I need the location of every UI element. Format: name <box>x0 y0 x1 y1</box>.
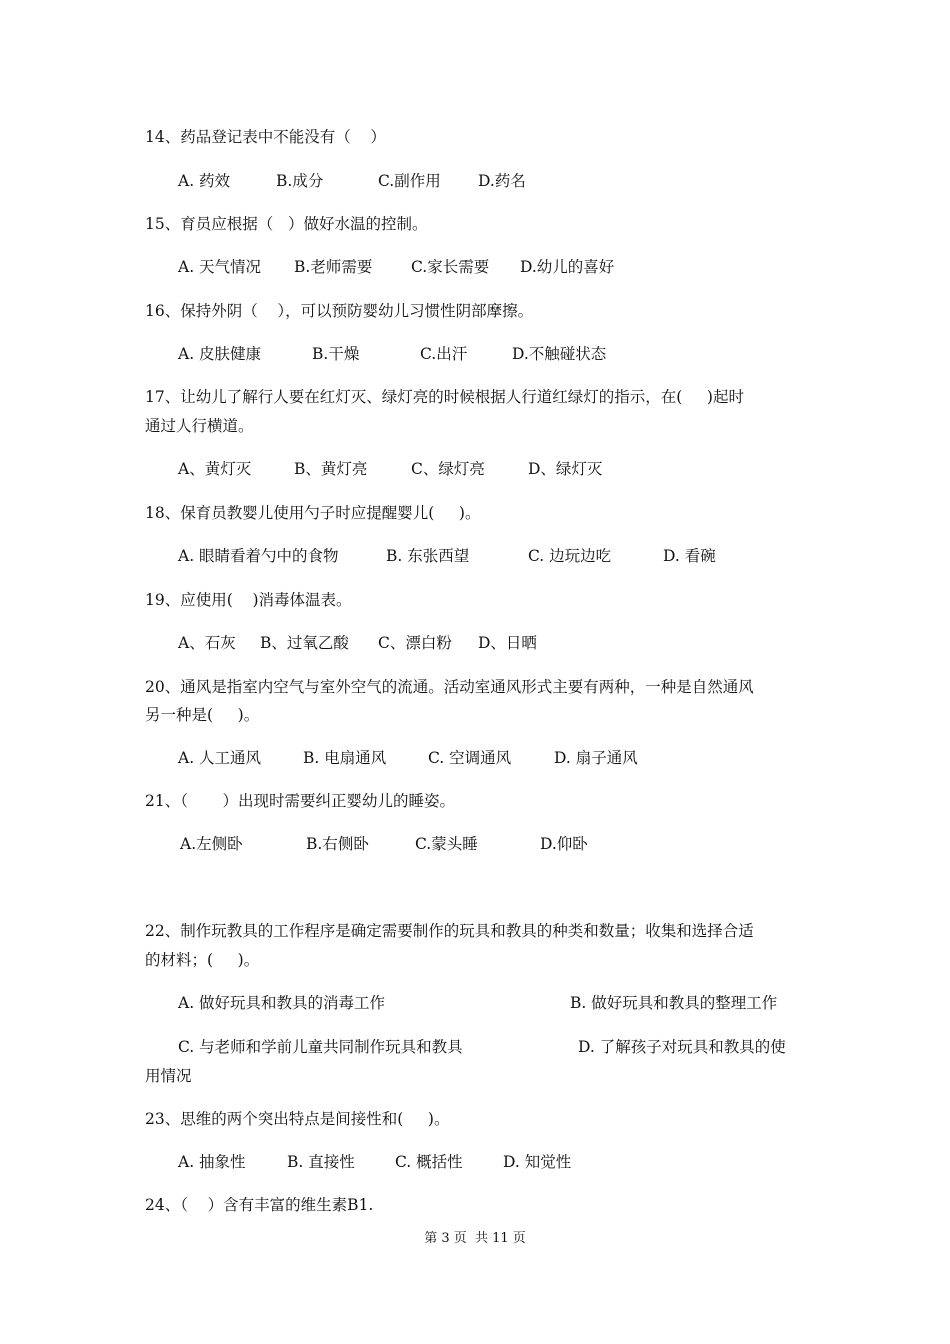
option-22-b: B. 做好玩具和教具的整理工作 <box>570 994 778 1012</box>
option-22-d-continuation: 用情况 <box>145 1067 192 1085</box>
option-14-a: A. 药效 <box>178 172 231 190</box>
option-23-a: A. 抽象性 <box>178 1153 246 1171</box>
option-22-c: C. 与老师和学前儿童共同制作玩具和教具 <box>178 1038 463 1056</box>
option-18-d: D. 看碗 <box>663 547 716 565</box>
option-17-b: B、黄灯亮 <box>294 460 368 478</box>
option-16-c: C.出汗 <box>420 345 468 363</box>
question-15: 15、育员应根据（ ）做好水温的控制。 <box>145 215 428 233</box>
option-21-a: A.左侧卧 <box>180 835 243 853</box>
option-16-d: D.不触碰状态 <box>512 345 607 363</box>
question-20-line-1: 20、通风是指室内空气与室外空气的流通。活动室通风形式主要有两种，一种是自然通风 <box>145 678 754 696</box>
option-16-a: A. 皮肤健康 <box>178 345 262 363</box>
option-19-d: D、日晒 <box>478 634 537 652</box>
question-24: 24、（ ）含有丰富的维生素B1. <box>145 1196 374 1214</box>
option-19-c: C、漂白粉 <box>378 634 452 652</box>
option-18-a: A. 眼睛看着勺中的食物 <box>178 547 339 565</box>
option-23-b: B. 直接性 <box>287 1153 355 1171</box>
option-15-d: D.幼儿的喜好 <box>520 258 615 276</box>
option-18-c: C. 边玩边吃 <box>528 547 612 565</box>
question-22-line-2: 的材料；( )。 <box>145 951 260 969</box>
question-20-line-2: 另一种是( )。 <box>145 706 260 724</box>
question-14: 14、药品登记表中不能没有（ ） <box>145 128 386 146</box>
question-21: 21、（ ）出现时需要纠正婴幼儿的睡姿。 <box>145 792 455 810</box>
option-15-b: B.老师需要 <box>294 258 373 276</box>
option-23-c: C. 概括性 <box>395 1153 463 1171</box>
option-15-c: C.家长需要 <box>411 258 490 276</box>
option-19-b: B、过氧乙酸 <box>260 634 349 652</box>
option-17-c: C、绿灯亮 <box>411 460 485 478</box>
question-19: 19、应使用( )消毒体温表。 <box>145 591 352 609</box>
option-21-d: D.仰卧 <box>540 835 588 853</box>
option-22-d: D. 了解孩子对玩具和教具的使 <box>578 1038 786 1056</box>
option-21-c: C.蒙头睡 <box>415 835 478 853</box>
option-20-a: A. 人工通风 <box>178 749 262 767</box>
question-17-line-1: 17、让幼儿了解行人要在红灯灭、绿灯亮的时候根据人行道红绿灯的指示，在( )起时 <box>145 388 744 406</box>
option-14-c: C.副作用 <box>378 172 441 190</box>
option-20-b: B. 电扇通风 <box>303 749 387 767</box>
question-22-line-1: 22、制作玩教具的工作程序是确定需要制作的玩具和教具的种类和数量；收集和选择合适 <box>145 922 754 940</box>
option-17-d: D、绿灯灭 <box>528 460 603 478</box>
option-23-d: D. 知觉性 <box>503 1153 572 1171</box>
option-20-d: D. 扇子通风 <box>554 749 638 767</box>
option-14-b: B.成分 <box>276 172 324 190</box>
option-15-a: A. 天气情况 <box>178 258 262 276</box>
option-17-a: A、黄灯灭 <box>178 460 252 478</box>
option-19-a: A、石灰 <box>178 634 236 652</box>
option-21-b: B.右侧卧 <box>306 835 369 853</box>
question-18: 18、保育员教婴儿使用勺子时应提醒婴儿( )。 <box>145 504 481 522</box>
option-22-a: A. 做好玩具和教具的消毒工作 <box>178 994 386 1012</box>
option-14-d: D.药名 <box>478 172 526 190</box>
option-16-b: B.干燥 <box>312 345 360 363</box>
option-18-b: B. 东张西望 <box>386 547 470 565</box>
question-17-line-2: 通过人行横道。 <box>145 417 254 435</box>
page-footer: 第 3 页 共 11 页 <box>424 1231 526 1246</box>
question-23: 23、思维的两个突出特点是间接性和( )。 <box>145 1110 450 1128</box>
question-16: 16、保持外阴（ ），可以预防婴幼儿习惯性阴部摩擦。 <box>145 302 534 320</box>
option-20-c: C. 空调通风 <box>428 749 512 767</box>
